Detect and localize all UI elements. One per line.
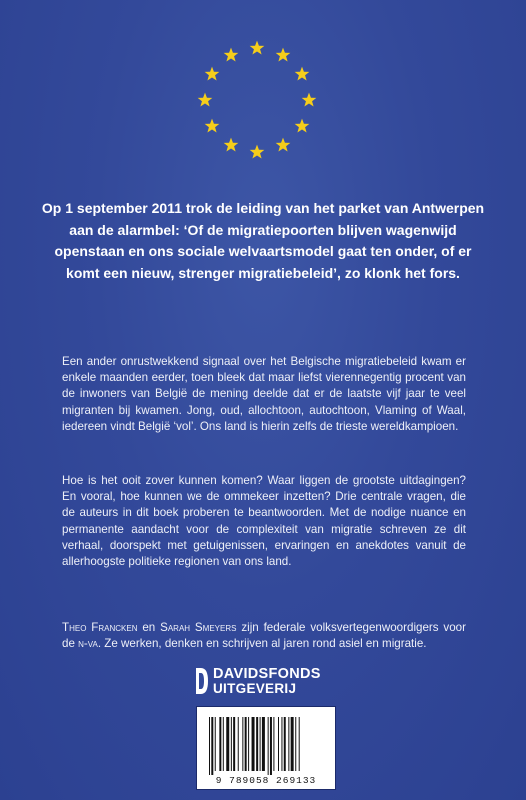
star-icon <box>249 144 265 160</box>
barcode-bar <box>248 717 249 771</box>
lead-paragraph: Op 1 september 2011 trok de leiding van het parket van Antwerpen aan de alarmbel: ‘Of de migratiepoorten blijven wagenwijd openstaan en ons sociale welvaartsmodel gaat ten onder, of er komt een nieuw, strenger migratiebeleid’, zo klonk het fors. <box>41 200 485 281</box>
star-icon <box>204 118 220 134</box>
barcode-bar <box>270 717 272 775</box>
barcode-bar <box>219 717 221 771</box>
barcode-bar <box>215 717 216 771</box>
barcode-bar <box>278 717 279 771</box>
star-icon <box>204 66 220 82</box>
publisher-subtitle: UITGEVERIJ <box>213 681 297 696</box>
publisher-logo <box>195 664 355 698</box>
author-role-text: zijn federale volksvertegenwoordigers voor de <box>62 621 466 651</box>
barcode-bar <box>211 717 213 775</box>
publisher-name: DAVIDSFONDS <box>213 666 321 682</box>
barcode-bar <box>209 717 210 775</box>
barcode-bar <box>231 717 232 771</box>
star-icon <box>275 137 291 153</box>
barcode-bar <box>260 717 261 771</box>
barcode-bar <box>238 717 239 771</box>
star-icon <box>197 92 213 108</box>
barcode-bar <box>299 717 300 771</box>
barcode-bar <box>273 717 274 771</box>
star-icon <box>301 92 317 108</box>
barcode-bar <box>268 717 269 775</box>
barcode-bar <box>245 717 247 771</box>
barcode-bar <box>256 717 258 771</box>
isbn-number: 9 789058 269133 <box>215 775 317 786</box>
barcode-bars <box>209 717 327 777</box>
barcode-bar <box>226 717 229 771</box>
paragraph-1: Een ander onrustwekkend signaal over het Belgische migratiebeleid kwam er enkele maanden eerder, toen bleek dat maar liefst vierennegentig procent van de inwoners van België de mening deelde dat er de laatste vijf jaar te veel migranten bij kwamen. Jong, oud, allochtoon, autochtoon, Vlaming of Waal, iedereen vindt België ‘vol’. Ons land is hierin zelfs de trieste wereldkampioen. <box>62 355 466 433</box>
star-icon <box>294 118 310 134</box>
eu-star-circle <box>0 0 526 170</box>
barcode-bar <box>262 717 265 771</box>
author-name-2: Sarah Smeyers <box>160 621 237 634</box>
star-icon <box>249 40 265 56</box>
barcode-bar <box>281 717 282 771</box>
barcode-bar <box>223 717 224 771</box>
party-name: n-va <box>78 637 98 651</box>
barcode-bar <box>288 717 289 771</box>
paragraph-2: Hoe is het ooit zover kunnen komen? Waar liggen de grootste uitdagingen? En vooral, hoe kunnen we de ommekeer inzetten? Drie centrale vragen, die de auteurs in dit boek proberen te beantwoorden. Met de nodige nuance en permanente aandacht voor de complexiteit van migratie schreven ze dit verhaal, doorspekt met getuigenissen, ervaringen en anekdotes vanuit de allerhoogste politieke regionen van ons land. <box>62 474 466 569</box>
barcode-bar <box>242 717 243 771</box>
author-end-text: . Ze werken, denken en schrijven al jaren rond asiel en migratie. <box>97 637 427 651</box>
author-connector: en <box>137 621 161 634</box>
barcode-bar <box>284 717 286 771</box>
barcode-bar <box>291 717 294 771</box>
star-icon <box>223 47 239 63</box>
star-icon <box>223 137 239 153</box>
author-name-1: Theo Francken <box>62 621 138 634</box>
barcode-bar <box>295 717 296 771</box>
barcode-bar <box>233 717 235 771</box>
davidsfonds-d-icon <box>195 667 209 695</box>
star-icon <box>275 47 291 63</box>
paragraph-authors <box>62 620 466 652</box>
star-icon <box>294 66 310 82</box>
isbn-barcode <box>196 706 336 790</box>
barcode-bar <box>252 717 255 771</box>
